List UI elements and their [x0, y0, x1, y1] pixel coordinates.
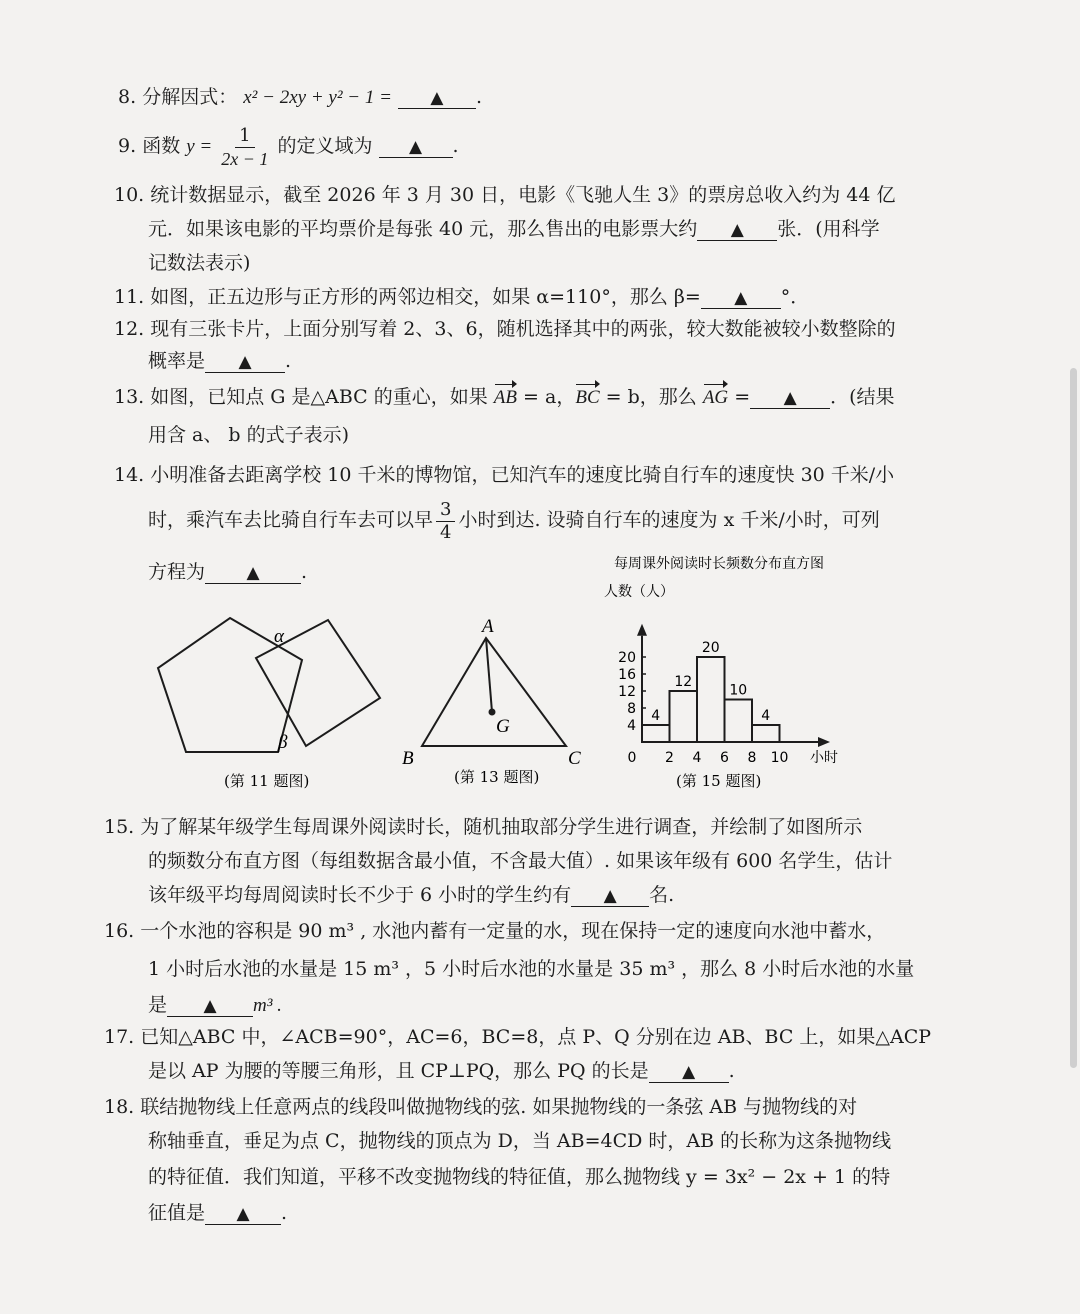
question-16-line2 — [148, 952, 914, 986]
x-tick-label: 0 — [627, 750, 637, 766]
figure-11 — [150, 610, 390, 790]
label-a: A — [482, 616, 494, 637]
x-tick-label: 6 — [720, 750, 729, 766]
question-13 — [114, 380, 895, 415]
q17-line1: 已知△ABC 中，∠ACB=90°，AC=6，BC=8，点 P、Q 分别在边 AB、BC 上，如果△ACP — [140, 1026, 932, 1048]
q11-text: 如图，正五边形与正方形的两邻边相交，如果 α=110°，那么 β= — [150, 286, 701, 308]
vector-ab: AB — [494, 381, 517, 415]
q13-eq-b: = b，那么 — [599, 386, 703, 408]
q17-line2a: 是以 AP 为腰的等腰三角形，且 CP⊥PQ，那么 PQ 的长是 — [148, 1060, 649, 1082]
q15-line2: 的频数分布直方图（每组数据含最小值，不含最大值）. 如果该年级有 600 名学生，估计 — [148, 850, 893, 872]
question-16-line3 — [148, 988, 282, 1023]
y-tick-label: 20 — [618, 650, 636, 666]
answer-blank-12[interactable] — [205, 351, 285, 373]
segment-ag — [486, 638, 492, 712]
q12-line1: 现有三张卡片，上面分别写着 2、3、6，随机选择其中的两张，较大数能被较小数整除的 — [150, 318, 896, 340]
answer-blank-11[interactable] — [701, 287, 781, 309]
histogram-bar — [752, 725, 780, 742]
question-16 — [104, 914, 885, 948]
q14-line3: 方程为 — [148, 561, 206, 583]
blank-marker-icon: ▲ — [203, 996, 217, 1016]
q14-end: . — [301, 561, 308, 583]
blank-marker-icon: ▲ — [236, 1204, 250, 1224]
question-11 — [114, 280, 809, 314]
question-14-line3 — [148, 555, 307, 589]
q13-eq-a: = a， — [517, 386, 576, 408]
q15-line3a: 该年级平均每周阅读时长不少于 6 小时的学生约有 — [148, 884, 572, 906]
x-tick-label: 4 — [692, 750, 702, 766]
answer-blank-17[interactable] — [649, 1061, 729, 1083]
q16-line2: 1 小时后水池的水量是 15 m³ ，5 小时后水池的水量是 35 m³ ，那么 8 小时后水池的水量 — [148, 958, 915, 980]
q10-number: 10. — [114, 184, 145, 206]
question-12 — [114, 312, 896, 346]
q14-line2a: 时，乘汽车去比骑自行车去可以早 — [148, 509, 434, 531]
triangle-abc — [422, 638, 566, 746]
histogram-bar — [642, 725, 670, 742]
figure-15-histogram — [600, 550, 860, 800]
blank-marker-icon: ▲ — [783, 388, 797, 408]
x-tick-label: 2 — [665, 750, 674, 766]
answer-blank-13[interactable] — [750, 387, 830, 409]
q14-fraction — [436, 499, 455, 544]
question-15-line2 — [148, 844, 892, 878]
blank-marker-icon: ▲ — [603, 886, 617, 906]
figure-15-caption: (第 15 题图) — [676, 772, 762, 790]
answer-blank-14[interactable] — [205, 562, 301, 584]
label-b: B — [402, 748, 414, 769]
q10-line3: 记数法表示) — [148, 252, 251, 274]
q17-number: 17. — [104, 1026, 135, 1048]
q15-line3b: 名. — [649, 884, 675, 906]
blank-marker-icon: ▲ — [730, 220, 744, 240]
histogram-bar — [670, 691, 698, 742]
q10-line1: 统计数据显示，截至 2026 年 3 月 30 日，电影《飞驰人生 3》的票房总收入约为 44 亿 — [150, 184, 896, 206]
question-13-line2 — [148, 418, 349, 452]
question-17 — [104, 1020, 931, 1054]
q18-line3: 的特征值．我们知道，平移不改变抛物线的特征值，那么抛物线 y = 3x² − 2x + 1 的特 — [148, 1166, 891, 1188]
x-tick-label: 10 — [770, 750, 789, 766]
y-tick-label: 4 — [627, 718, 636, 734]
answer-blank-8[interactable] — [398, 87, 476, 109]
q16-line3a: 是 — [148, 994, 168, 1016]
vertical-scrollbar[interactable] — [1070, 368, 1077, 1068]
q13-number: 13. — [114, 386, 145, 408]
figure-13-caption: (第 13 题图) — [454, 768, 540, 786]
answer-blank-18[interactable] — [205, 1203, 281, 1225]
bar-value-label: 4 — [761, 708, 771, 724]
y-tick-label: 12 — [618, 684, 636, 700]
figure-11-caption: (第 11 题图) — [224, 772, 310, 790]
histogram-bar — [725, 700, 753, 743]
question-18-line4 — [148, 1196, 287, 1230]
q11-number: 11. — [114, 286, 145, 308]
q10-line2a: 元．如果该电影的平均票价是每张 40 元，那么售出的电影票大约 — [148, 218, 698, 240]
y-axis-label: 人数（人） — [604, 584, 674, 600]
blank-marker-icon: ▲ — [734, 288, 748, 308]
q11-end: °． — [780, 286, 810, 308]
q9-end: . — [452, 135, 459, 157]
q9-post: 的定义域为 — [277, 135, 373, 157]
q13-text: 如图，已知点 G 是△ABC 的重心，如果 — [150, 386, 494, 408]
q15-number: 15. — [104, 816, 135, 838]
question-10-line3 — [148, 246, 250, 280]
centroid-point — [489, 709, 496, 716]
question-14 — [114, 458, 894, 492]
bar-value-label: 20 — [701, 640, 720, 656]
q8-expression: x² − 2xy + y² − 1 = — [243, 87, 392, 108]
q10-line2b: 张．(用科学 — [777, 218, 880, 240]
question-18-line2 — [148, 1124, 891, 1158]
q9-number: 9. — [118, 135, 137, 157]
vector-ag: AG — [703, 381, 728, 415]
y-tick-label: 8 — [627, 701, 636, 717]
question-10-line2 — [148, 212, 880, 246]
x-axis-arrow-icon — [818, 737, 830, 747]
q9-numerator: 1 — [235, 125, 254, 148]
alpha-label: α — [274, 626, 284, 647]
q9-y: y = — [186, 136, 213, 157]
q8-text: 分解因式： — [142, 86, 238, 108]
figure-13 — [400, 612, 600, 790]
q8-end: . — [475, 86, 483, 108]
q18-end: . — [281, 1202, 288, 1224]
question-18 — [104, 1090, 857, 1124]
chart-title: 每周课外阅读时长频数分布直方图 — [614, 556, 824, 572]
histogram-bar — [697, 657, 725, 742]
blank-marker-icon: ▲ — [430, 88, 444, 108]
bar-value-label: 10 — [729, 682, 748, 699]
q9-denominator: 2x − 1 — [221, 148, 269, 169]
y-tick-label: 16 — [618, 667, 636, 683]
blank-marker-icon: ▲ — [238, 352, 252, 372]
q12-number: 12. — [114, 318, 145, 340]
q17-end: . — [728, 1060, 735, 1082]
label-g: G — [496, 716, 510, 737]
beta-label: β — [278, 732, 288, 753]
q14-line1: 小明准备去距离学校 10 千米的博物馆，已知汽车的速度比骑自行车的速度快 30 千米/小 — [150, 464, 895, 486]
question-8 — [118, 80, 482, 115]
q14-numerator: 3 — [436, 499, 455, 522]
question-12-line2 — [148, 344, 291, 378]
q13-line2: 用含 a、 b 的式子表示) — [148, 424, 350, 446]
blank-marker-icon: ▲ — [682, 1062, 696, 1082]
bar-value-label: 12 — [674, 674, 693, 690]
blank-marker-icon: ▲ — [409, 137, 423, 157]
bar-value-label: 4 — [651, 708, 661, 724]
answer-blank-10[interactable] — [697, 219, 777, 241]
answer-blank-16[interactable] — [167, 995, 253, 1017]
answer-blank-15[interactable] — [571, 885, 649, 907]
answer-blank-9[interactable] — [379, 136, 453, 158]
q18-line2: 称轴垂直，垂足为点 C，抛物线的顶点为 D，当 AB=4CD 时，AB 的长称为这条抛物线 — [148, 1130, 892, 1152]
q13-eq: = — [728, 386, 751, 408]
q18-line4: 征值是 — [148, 1202, 206, 1224]
q18-number: 18. — [104, 1096, 135, 1118]
question-15-line3 — [148, 878, 674, 912]
blank-marker-icon: ▲ — [246, 563, 260, 583]
q15-line1: 为了解某年级学生每周课外阅读时长，随机抽取部分学生进行调查，并绘制了如图所示 — [140, 816, 863, 838]
q9-pre: 函数 — [142, 135, 187, 157]
question-15 — [104, 810, 862, 844]
q16-line3b: m³ . — [253, 995, 282, 1016]
q9-fraction — [221, 125, 268, 170]
q16-number: 16. — [104, 920, 135, 942]
vector-bc: BC — [575, 381, 599, 415]
question-14-line2 — [148, 496, 880, 544]
question-18-line3 — [148, 1160, 890, 1194]
label-c: C — [568, 748, 581, 769]
question-10 — [114, 178, 896, 212]
x-tick-label: 8 — [747, 750, 757, 766]
question-9 — [118, 122, 459, 171]
x-axis-label: 小时 — [810, 750, 838, 766]
q18-line1: 联结抛物线上任意两点的线段叫做抛物线的弦. 如果抛物线的一条弦 AB 与抛物线的对 — [140, 1096, 858, 1118]
q8-number: 8. — [118, 86, 137, 108]
q14-denominator: 4 — [440, 521, 452, 543]
q16-line1: 一个水池的容积是 90 m³ , 水池内蓄有一定量的水，现在保持一定的速度向水池中蓄水， — [140, 920, 886, 942]
q14-line2b: 小时到达. 设骑自行车的速度为 x 千米/小时，可列 — [458, 509, 880, 531]
q12-line2: 概率是 — [148, 350, 206, 372]
question-17-line2 — [148, 1054, 735, 1088]
y-axis-arrow-icon — [637, 624, 647, 636]
q13-end: ．(结果 — [830, 386, 895, 408]
q12-end: . — [285, 350, 292, 372]
q14-number: 14. — [114, 464, 145, 486]
